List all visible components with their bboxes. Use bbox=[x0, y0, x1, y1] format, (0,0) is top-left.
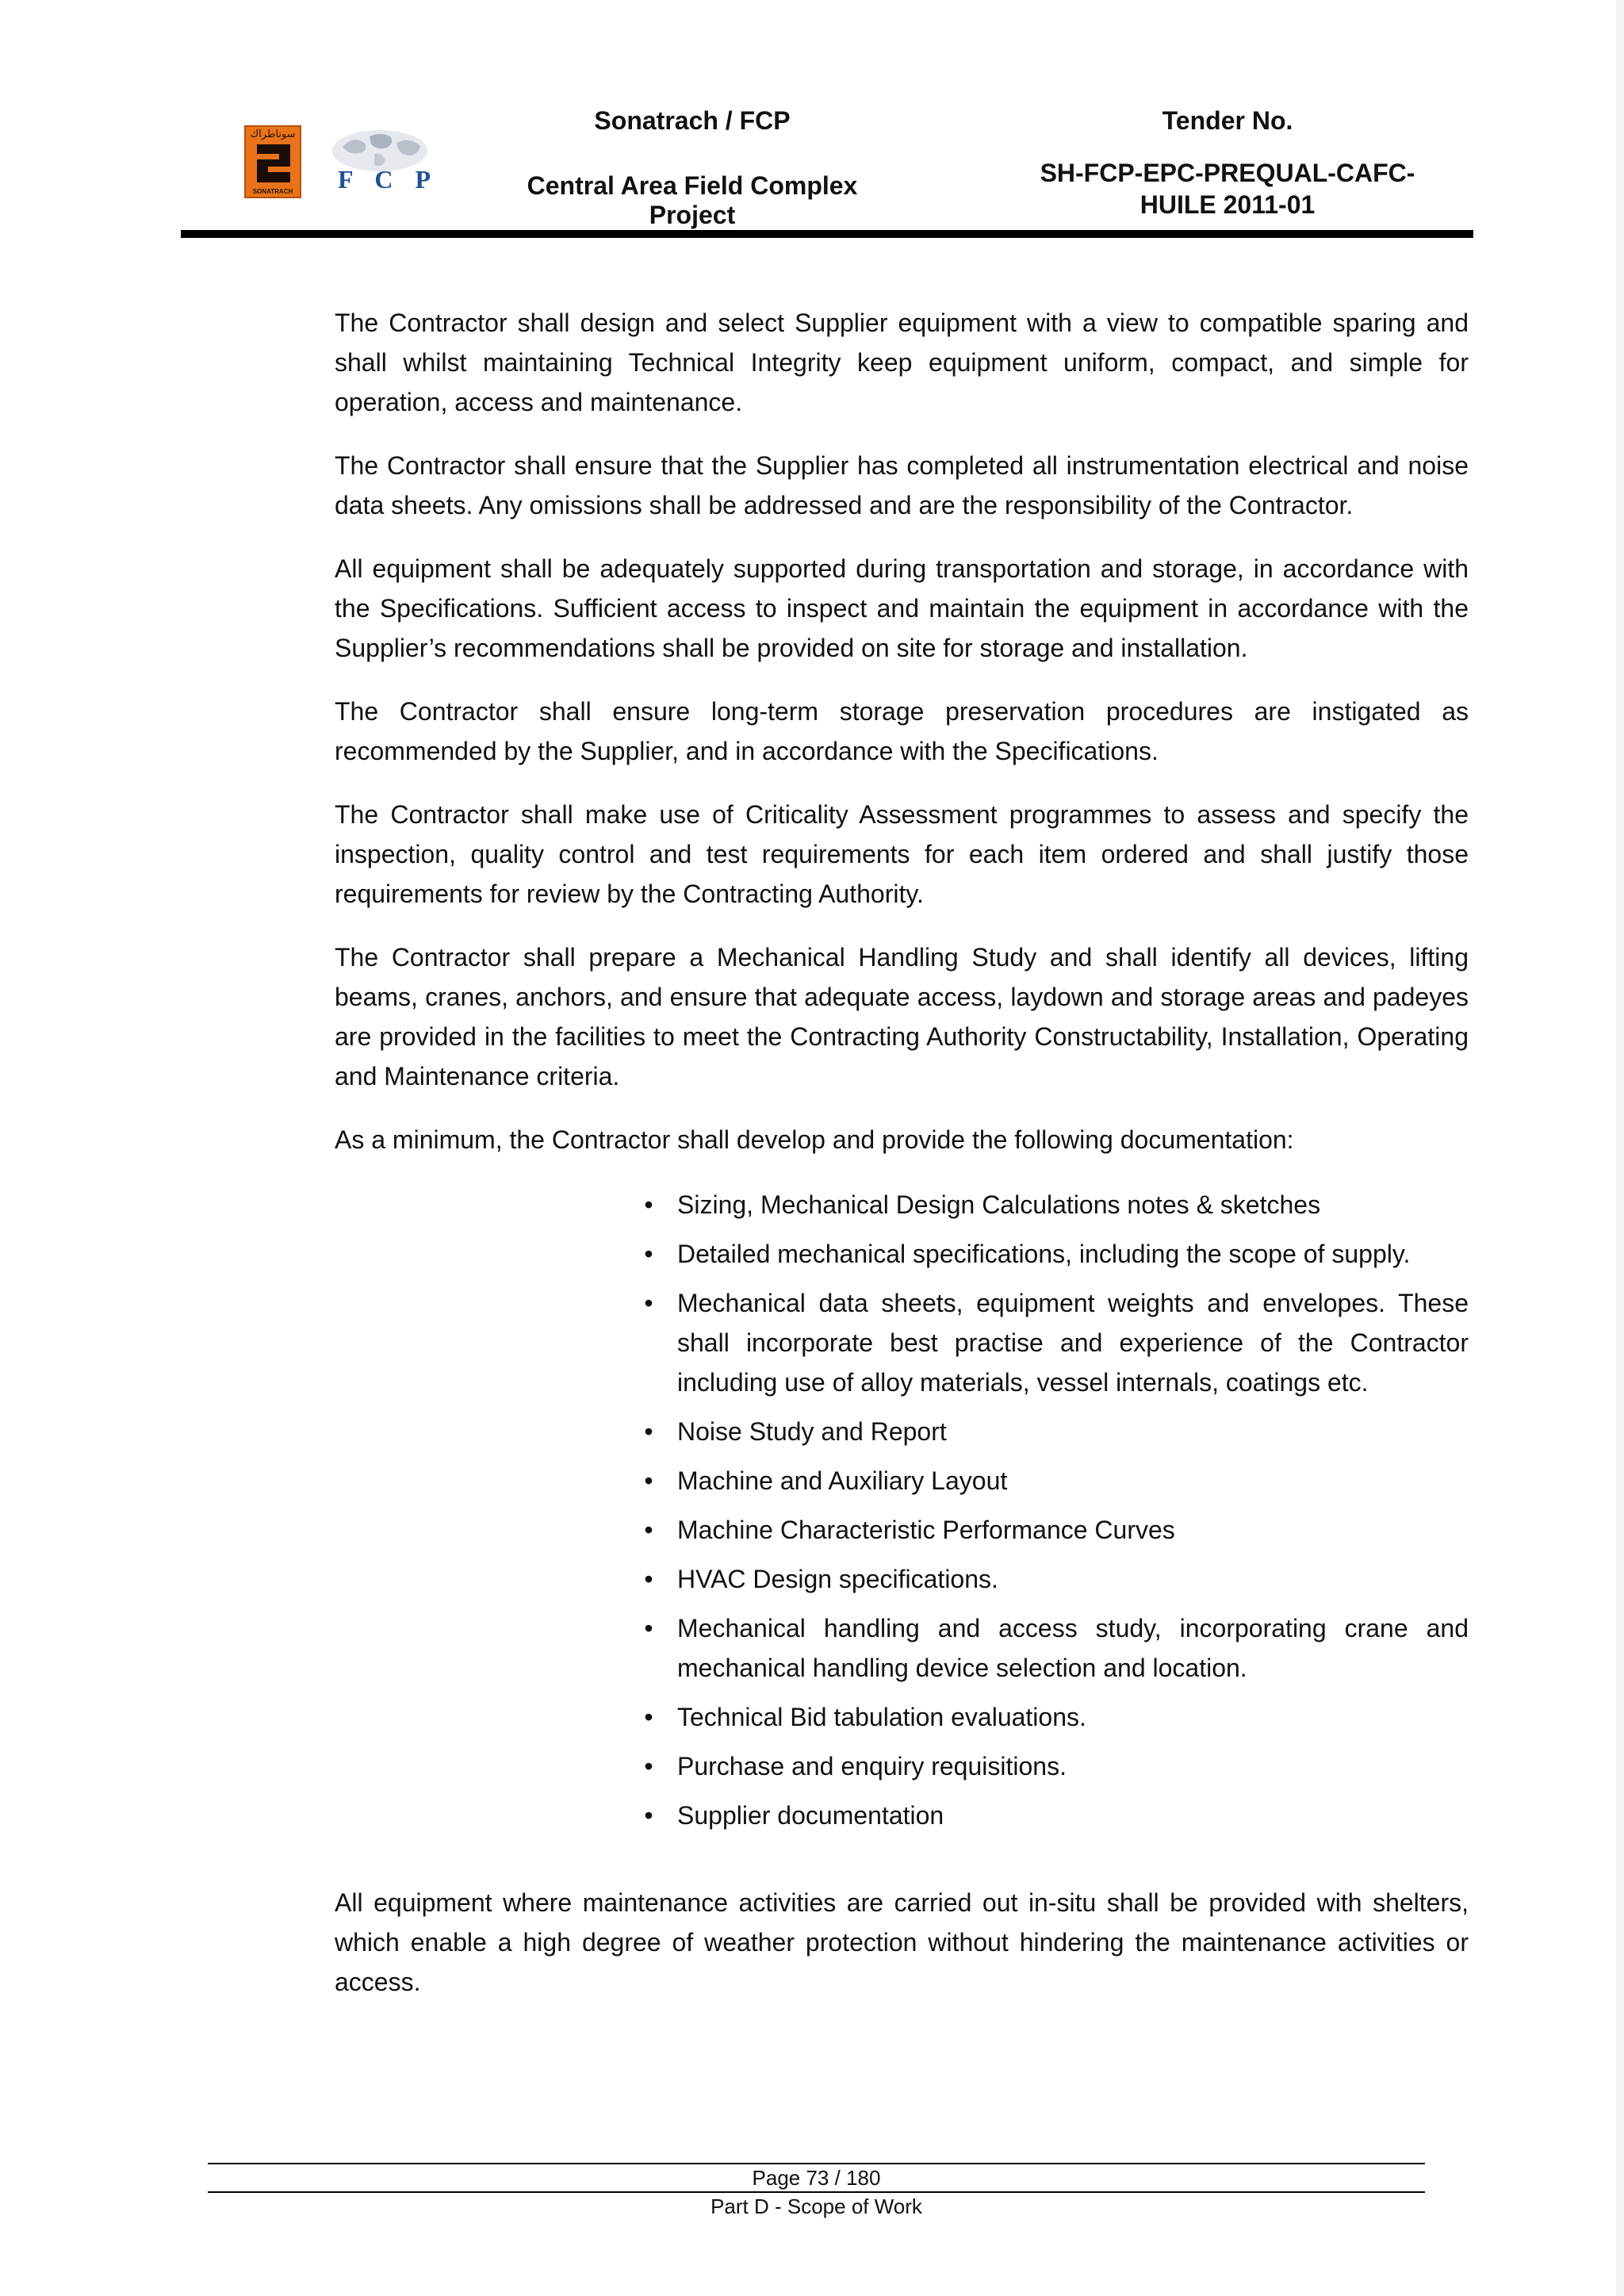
list-item-text: HVAC Design specifications. bbox=[677, 1565, 998, 1593]
tender-number-line-2: HUILE 2011-01 bbox=[1139, 190, 1316, 219]
bullet-icon: • bbox=[644, 1240, 653, 1268]
list-item bbox=[644, 1608, 1469, 1688]
list-item-text: Sizing, Mechanical Design Calculations notes & sketches bbox=[677, 1190, 1321, 1219]
tender-number-line-1: SH-FCP-EPC-PREQUAL-CAFC- bbox=[1040, 159, 1415, 187]
list-item-text: Mechanical data sheets, equipment weights and envelopes. These shall incorporate best practise and experience of the Contractor including use of alloy materials, vessel internals, coatings etc. bbox=[677, 1289, 1469, 1397]
page-footer bbox=[208, 2163, 1425, 2220]
header-tender-label: Tender No. bbox=[1162, 106, 1293, 135]
list-item bbox=[644, 1697, 1469, 1737]
bullet-icon: • bbox=[644, 1289, 653, 1317]
header-project: Central Area Field Complex Project bbox=[527, 171, 858, 229]
list-item bbox=[644, 1796, 1469, 1835]
list-item bbox=[644, 1283, 1469, 1402]
list-item bbox=[644, 1510, 1469, 1550]
header-tender-number bbox=[1021, 157, 1434, 220]
sonatrach-logo bbox=[244, 125, 301, 198]
bullet-icon: • bbox=[644, 1516, 653, 1544]
paragraph: The Contractor shall prepare a Mechanical Handling Study and shall identify all devices, lifting beams, cranes, anchors, and ensure that adequate access, laydown and storage areas and padeyes are provided in the facilities to meet the Contracting Authority Constructability, Installation, Operating and Maintenance criteria. bbox=[335, 943, 1469, 1091]
list-item-text: Machine and Auxiliary Layout bbox=[677, 1466, 1008, 1495]
list-item bbox=[644, 1185, 1469, 1225]
page-header bbox=[181, 95, 1473, 238]
document-part: Part D - Scope of Work bbox=[710, 2194, 922, 2218]
paragraph: The Contractor shall design and select Supplier equipment with a view to compatible sparing and shall whilst maintaining Technical Integrity keep equipment uniform, compact, and simple for operation, access and maintenance. bbox=[335, 309, 1469, 416]
bullet-icon: • bbox=[644, 1752, 653, 1780]
paragraph: The Contractor shall ensure that the Supplier has completed all instrumentation electrical and noise data sheets. Any omissions shall be addressed and are the responsibility of the Contractor. bbox=[335, 451, 1469, 519]
list-item-text: Purchase and enquiry requisitions. bbox=[677, 1752, 1067, 1780]
header-divider bbox=[181, 230, 1473, 238]
list-item-text: Noise Study and Report bbox=[677, 1417, 947, 1446]
list-item-text: Machine Characteristic Performance Curves bbox=[677, 1516, 1175, 1544]
list-item bbox=[644, 1559, 1469, 1599]
paragraph: The Contractor shall ensure long-term storage preservation procedures are instigated as recommended by the Supplier, and in accordance with the Specifications. bbox=[335, 697, 1469, 765]
bullet-icon: • bbox=[644, 1801, 653, 1830]
sonatrach-logo-word: SONATRACH bbox=[252, 188, 293, 195]
bullet-icon: • bbox=[644, 1466, 653, 1495]
closing-paragraph: All equipment where maintenance activities are carried out in-situ shall be provided with shelters, which enable a high degree of weather protection without hindering the maintenance activities or access. bbox=[335, 1888, 1469, 1996]
bullet-icon: • bbox=[644, 1703, 653, 1731]
header-client: Sonatrach / FCP bbox=[594, 106, 791, 135]
paragraph: All equipment shall be adequately supported during transportation and storage, in accordance with the Specifications. Sufficient access to inspect and maintain the equipment in accordance with the Supplier’s recommendations shall be provided on site for storage and installation. bbox=[335, 554, 1469, 662]
fcp-logo-letters: F C P bbox=[338, 165, 439, 194]
bullet-icon: • bbox=[644, 1565, 653, 1593]
list-item bbox=[644, 1234, 1469, 1274]
bullet-icon: • bbox=[644, 1190, 653, 1219]
list-item-text: Technical Bid tabulation evaluations. bbox=[677, 1703, 1086, 1731]
list-item bbox=[644, 1412, 1469, 1451]
list-item bbox=[644, 1746, 1469, 1786]
sonatrach-logo-arabic: سوناطراك bbox=[250, 128, 296, 140]
paragraph-list-intro: As a minimum, the Contractor shall develop and provide the following documentation: bbox=[335, 1125, 1294, 1154]
paragraph: The Contractor shall make use of Criticality Assessment programmes to assess and specify the inspection, quality control and test requirements for each item ordered and shall justify those requirements for review by the Contracting Authority. bbox=[335, 800, 1469, 908]
bullet-icon: • bbox=[644, 1417, 653, 1446]
list-item-text: Detailed mechanical specifications, including the scope of supply. bbox=[677, 1240, 1411, 1268]
sonatrach-mark-icon bbox=[254, 143, 293, 184]
bullet-icon: • bbox=[644, 1614, 653, 1642]
list-item-text: Mechanical handling and access study, incorporating crane and mechanical handling device selection and location. bbox=[677, 1614, 1469, 1682]
list-item-text: Supplier documentation bbox=[677, 1801, 944, 1830]
fcp-logo bbox=[320, 127, 439, 198]
documentation-list bbox=[335, 1185, 1469, 1835]
list-item bbox=[644, 1461, 1469, 1501]
page-number: Page 73 / 180 bbox=[752, 2166, 881, 2190]
page-edge-shade bbox=[1616, 0, 1624, 2296]
document-body bbox=[335, 303, 1469, 2026]
